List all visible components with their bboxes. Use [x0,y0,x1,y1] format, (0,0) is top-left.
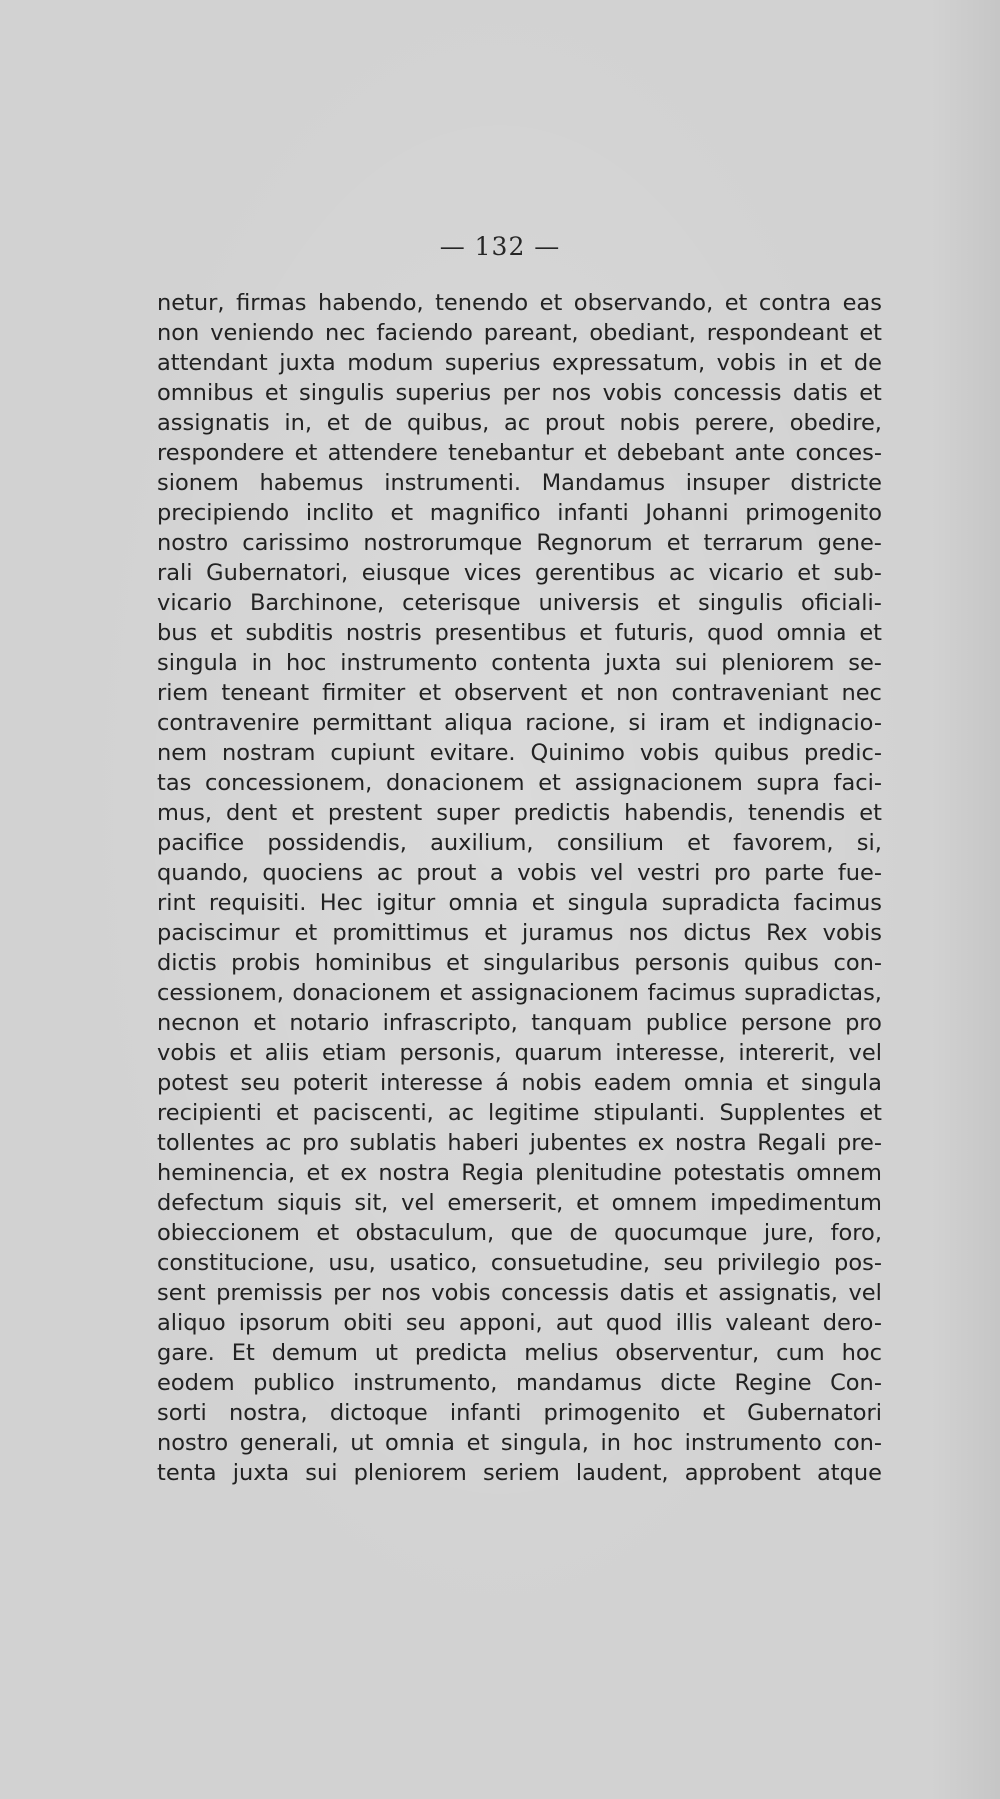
text-line: dictis probis hominibus et singularibus personis quibus con- [157,950,882,976]
text-line: precipiendo inclito et magnifico infanti Johanni primogenito [157,500,882,526]
text-line: heminencia, et ex nostra Regia plenitudine potestatis omnem [157,1160,882,1186]
text-line: defectum siquis sit, vel emerserit, et omnem impedimentum [157,1190,882,1216]
text-line: rali Gubernatori, eiusque vices gerentibus ac vicario et sub- [157,560,882,586]
text-line: attendant juxta modum superius expressatum, vobis in et de [157,350,882,376]
text-line: quando, quociens ac prout a vobis vel vestri pro parte fue- [157,860,882,886]
text-line: sorti nostra, dictoque infanti primogenito et Gubernatori [157,1400,882,1426]
text-line: tenta juxta sui pleniorem seriem laudent, approbent atque [157,1460,882,1486]
text-line: netur, firmas habendo, tenendo et observando, et contra eas [157,290,882,316]
text-line: gare. Et demum ut predicta melius observentur, cum hoc [157,1340,882,1366]
text-line: aliquo ipsorum obiti seu apponi, aut quod illis valeant dero- [157,1310,882,1336]
text-line: mus, dent et prestent super predictis habendis, tenendis et [157,800,882,826]
text-line: riem teneant firmiter et observent et non contraveniant nec [157,680,882,706]
text-line: pacifice possidendis, auxilium, consilium et favorem, si, [157,830,882,856]
text-line: nostro carissimo nostrorumque Regnorum et terrarum gene- [157,530,882,556]
text-line: vicario Barchinone, ceterisque universis et singulis oficiali- [157,590,882,616]
text-line: nostro generali, ut omnia et singula, in hoc instrumento con- [157,1430,882,1456]
text-line: potest seu poterit interesse á nobis eadem omnia et singula [157,1070,882,1096]
page-number: — 132 — [439,232,561,261]
text-line: respondere et attendere tenebantur et debebant ante conces- [157,440,882,466]
text-line: eodem publico instrumento, mandamus dicte Regine Con- [157,1370,882,1396]
text-line: paciscimur et promittimus et juramus nos dictus Rex vobis [157,920,882,946]
text-line: vobis et aliis etiam personis, quarum interesse, intererit, vel [157,1040,882,1066]
text-line: non veniendo nec faciendo pareant, obediant, respondeant et [157,320,882,346]
text-line: recipienti et paciscenti, ac legitime stipulanti. Supplentes et [157,1100,882,1126]
text-line: assignatis in, et de quibus, ac prout nobis perere, obedire, [157,410,882,436]
text-line: contravenire permittant aliqua racione, si iram et indignacio- [157,710,882,736]
text-line: bus et subditis nostris presentibus et futuris, quod omnia et [157,620,882,646]
text-line: sent premissis per nos vobis concessis datis et assignatis, vel [157,1280,882,1306]
text-line: rint requisiti. Hec igitur omnia et singula supradicta facimus [157,890,882,916]
text-line: cessionem, donacionem et assignacionem facimus supradictas, [157,980,882,1006]
text-line: sionem habemus instrumenti. Mandamus insuper districte [157,470,882,496]
text-line: constitucione, usu, usatico, consuetudine, seu privilegio pos- [157,1250,882,1276]
text-line: singula in hoc instrumento contenta juxta sui pleniorem se- [157,650,882,676]
text-line: omnibus et singulis superius per nos vobis concessis datis et [157,380,882,406]
text-line: tas concessionem, donacionem et assignacionem supra faci- [157,770,882,796]
text-line: obieccionem et obstaculum, que de quocumque jure, foro, [157,1220,882,1246]
text-line: necnon et notario infrascripto, tanquam publice persone pro [157,1010,882,1036]
text-line: tollentes ac pro sublatis haberi jubentes ex nostra Regali pre- [157,1130,882,1156]
text-line: nem nostram cupiunt evitare. Quinimo vobis quibus predic- [157,740,882,766]
body-text [157,288,882,1488]
